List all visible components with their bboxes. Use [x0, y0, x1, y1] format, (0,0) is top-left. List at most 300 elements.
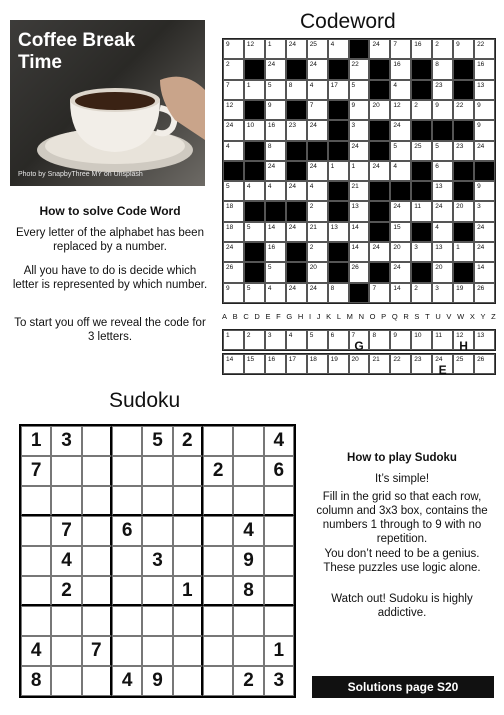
- codeword-cell[interactable]: [369, 283, 390, 303]
- sudoku-cell[interactable]: 8: [21, 666, 51, 696]
- sudoku-cell[interactable]: [82, 606, 112, 636]
- codeword-cell[interactable]: [307, 100, 328, 120]
- codeword-cell[interactable]: [265, 283, 286, 303]
- codeword-cell[interactable]: [265, 100, 286, 120]
- codeword-cell[interactable]: [349, 222, 370, 242]
- codeword-cell-number: 24: [372, 41, 380, 48]
- sudoku-cell[interactable]: [264, 606, 294, 636]
- codeword-black-cell: [369, 181, 390, 201]
- sudoku-cell[interactable]: [82, 666, 112, 696]
- codeword-cell[interactable]: [349, 201, 370, 221]
- codeword-cell[interactable]: [453, 242, 474, 262]
- codeword-key-cell[interactable]: [411, 330, 432, 350]
- sudoku-cell[interactable]: 7: [21, 456, 51, 486]
- sudoku-cell[interactable]: 6: [264, 456, 294, 486]
- codeword-key-cell[interactable]: [349, 330, 370, 353]
- codeword-cell[interactable]: [390, 242, 411, 262]
- codeword-cell-number: 4: [309, 81, 314, 89]
- sudoku-cell[interactable]: 2: [51, 576, 81, 606]
- sudoku-cell[interactable]: [173, 456, 203, 486]
- codeword-cell-number: 13: [435, 244, 443, 252]
- codeword-cell-number: 26: [226, 264, 234, 272]
- codeword-cell[interactable]: [432, 161, 453, 181]
- codeword-cell[interactable]: [390, 201, 411, 221]
- codeword-key-cell[interactable]: [453, 354, 474, 374]
- codeword-cell[interactable]: [411, 141, 432, 161]
- alphabet-letter[interactable]: M: [346, 312, 353, 321]
- codeword-cell-number: 7: [372, 284, 377, 292]
- codeword-cell[interactable]: [349, 262, 370, 282]
- codeword-cell[interactable]: [474, 201, 495, 221]
- sudoku-cell[interactable]: 2: [173, 426, 203, 456]
- sudoku-cell[interactable]: [142, 456, 172, 486]
- sudoku-cell[interactable]: [203, 546, 233, 576]
- codeword-cell[interactable]: [223, 100, 244, 120]
- codeword-cell[interactable]: [223, 39, 244, 59]
- sudoku-cell[interactable]: 4: [264, 426, 294, 456]
- key-letter: G: [354, 339, 364, 353]
- codeword-cell[interactable]: [244, 283, 265, 303]
- sudoku-cell[interactable]: 6: [112, 516, 142, 546]
- codeword-cell[interactable]: [390, 161, 411, 181]
- sudoku-cell[interactable]: [112, 636, 142, 666]
- sudoku-cell[interactable]: 9: [142, 666, 172, 696]
- codeword-key-cell[interactable]: [307, 330, 328, 350]
- alphabet-letter[interactable]: X: [469, 312, 475, 321]
- codeword-cell[interactable]: [307, 120, 328, 140]
- codeword-cell[interactable]: [432, 222, 453, 242]
- sudoku-cell[interactable]: [264, 486, 294, 516]
- codeword-cell-number: 9: [351, 101, 356, 109]
- sudoku-cell[interactable]: [203, 636, 233, 666]
- codeword-key-cell[interactable]: [369, 330, 390, 350]
- codeword-cell[interactable]: [411, 283, 432, 303]
- codeword-cell[interactable]: [474, 141, 495, 161]
- codeword-cell[interactable]: [432, 39, 453, 59]
- codeword-cell[interactable]: [432, 141, 453, 161]
- codeword-cell-number: 24: [309, 284, 317, 292]
- sudoku-howto-p3: You don’t need to be a genius. These puzzles use logic alone.: [323, 548, 481, 574]
- codeword-cell[interactable]: [432, 283, 453, 303]
- sudoku-cell[interactable]: [142, 486, 172, 516]
- alphabet-letter[interactable]: C: [243, 312, 249, 321]
- sudoku-cell[interactable]: 3: [264, 666, 294, 696]
- codeword-cell[interactable]: [265, 120, 286, 140]
- sudoku-cell[interactable]: 5: [142, 426, 172, 456]
- codeword-cell[interactable]: [369, 100, 390, 120]
- sudoku-cell[interactable]: [203, 666, 233, 696]
- codeword-cell[interactable]: [223, 141, 244, 161]
- alphabet-letter[interactable]: B: [232, 312, 238, 321]
- codeword-cell[interactable]: [328, 80, 349, 100]
- sudoku-cell[interactable]: 4: [233, 516, 263, 546]
- codeword-cell[interactable]: [432, 80, 453, 100]
- codeword-cell-number: 24: [309, 61, 317, 69]
- sudoku-cell[interactable]: [173, 546, 203, 576]
- codeword-cell[interactable]: [307, 201, 328, 221]
- codeword-key-cell[interactable]: [474, 330, 495, 350]
- codeword-cell[interactable]: [244, 39, 265, 59]
- codeword-cell[interactable]: [223, 120, 244, 140]
- alphabet-letter[interactable]: S: [414, 312, 420, 321]
- codeword-cell[interactable]: [223, 59, 244, 79]
- codeword-key-cell[interactable]: [328, 330, 349, 350]
- codeword-cell[interactable]: [328, 222, 349, 242]
- sudoku-cell[interactable]: [233, 606, 263, 636]
- sudoku-cell[interactable]: [142, 606, 172, 636]
- codeword-cell-number: 18: [226, 203, 234, 211]
- codeword-cell-number: 5: [351, 81, 356, 89]
- sudoku-cell[interactable]: [82, 516, 112, 546]
- codeword-cell[interactable]: [349, 59, 370, 79]
- alphabet-letter[interactable]: E: [265, 312, 271, 321]
- codeword-cell[interactable]: [286, 283, 307, 303]
- codeword-cell[interactable]: [474, 120, 495, 140]
- codeword-cell[interactable]: [244, 222, 265, 242]
- codeword-cell-number: 5: [435, 142, 439, 150]
- sudoku-cell[interactable]: [233, 486, 263, 516]
- codeword-cell[interactable]: [349, 100, 370, 120]
- codeword-cell[interactable]: [432, 100, 453, 120]
- codeword-cell-number: 24: [477, 223, 485, 231]
- codeword-cell[interactable]: [453, 283, 474, 303]
- sudoku-cell[interactable]: [51, 666, 81, 696]
- alphabet-letter[interactable]: G: [286, 312, 293, 321]
- codeword-key-cell[interactable]: [265, 354, 286, 374]
- codeword-cell[interactable]: [328, 161, 349, 181]
- codeword-cell[interactable]: [265, 141, 286, 161]
- codeword-cell[interactable]: [390, 262, 411, 282]
- codeword-cell[interactable]: [432, 242, 453, 262]
- codeword-cell[interactable]: [265, 39, 286, 59]
- codeword-key-cell[interactable]: [432, 330, 453, 350]
- codeword-cell[interactable]: [474, 100, 495, 120]
- sudoku-cell[interactable]: [203, 486, 233, 516]
- sudoku-cell[interactable]: [112, 546, 142, 576]
- codeword-cell[interactable]: [390, 100, 411, 120]
- codeword-key-cell[interactable]: [474, 354, 495, 374]
- sudoku-cell[interactable]: [82, 456, 112, 486]
- codeword-cell[interactable]: [265, 222, 286, 242]
- codeword-cell[interactable]: [474, 80, 495, 100]
- codeword-cell[interactable]: [474, 222, 495, 242]
- alphabet-letter[interactable]: R: [403, 312, 409, 321]
- sudoku-cell[interactable]: 8: [233, 576, 263, 606]
- sudoku-cell[interactable]: 4: [51, 546, 81, 576]
- codeword-cell[interactable]: [390, 120, 411, 140]
- codeword-cell[interactable]: [474, 242, 495, 262]
- codeword-cell[interactable]: [453, 39, 474, 59]
- codeword-cell[interactable]: [265, 59, 286, 79]
- codeword-key-cell[interactable]: [244, 330, 265, 350]
- codeword-cell[interactable]: [307, 161, 328, 181]
- codeword-key-cell[interactable]: [432, 354, 453, 377]
- codeword-cell[interactable]: [453, 201, 474, 221]
- sudoku-cell[interactable]: [112, 426, 142, 456]
- codeword-cell[interactable]: [286, 181, 307, 201]
- alphabet-letter[interactable]: I: [309, 312, 312, 321]
- codeword-cell-number: 24: [351, 142, 359, 150]
- codeword-cell[interactable]: [223, 80, 244, 100]
- key-number: 16: [267, 356, 276, 363]
- codeword-cell-number: 24: [288, 41, 296, 48]
- codeword-cell[interactable]: [223, 262, 244, 282]
- codeword-cell-number: 5: [267, 81, 272, 89]
- sudoku-cell[interactable]: 7: [51, 516, 81, 546]
- sudoku-cell[interactable]: [21, 606, 51, 636]
- codeword-cell[interactable]: [432, 262, 453, 282]
- sudoku-cell[interactable]: [21, 546, 51, 576]
- alphabet-letter[interactable]: W: [457, 312, 465, 321]
- codeword-black-cell: [349, 283, 370, 303]
- codeword-key-cell[interactable]: [390, 330, 411, 350]
- sudoku-cell[interactable]: [264, 516, 294, 546]
- codeword-cell[interactable]: [411, 39, 432, 59]
- codeword-key-cell[interactable]: [453, 330, 474, 353]
- codeword-black-cell: [286, 201, 307, 221]
- codeword-cell[interactable]: [265, 242, 286, 262]
- codeword-cell[interactable]: [307, 262, 328, 282]
- codeword-cell[interactable]: [244, 120, 265, 140]
- sudoku-cell[interactable]: [112, 456, 142, 486]
- codeword-cell[interactable]: [390, 59, 411, 79]
- sudoku-cell[interactable]: [112, 606, 142, 636]
- codeword-cell[interactable]: [307, 222, 328, 242]
- codeword-cell[interactable]: [223, 242, 244, 262]
- codeword-cell[interactable]: [390, 141, 411, 161]
- sudoku-howto-heading: How to play Sudoku: [347, 452, 457, 464]
- sudoku-cell[interactable]: 4: [21, 636, 51, 666]
- codeword-cell[interactable]: [390, 222, 411, 242]
- codeword-cell[interactable]: [223, 181, 244, 201]
- codeword-key-cell[interactable]: [223, 354, 244, 374]
- codeword-key-cell[interactable]: [223, 330, 244, 350]
- sudoku-cell[interactable]: [82, 576, 112, 606]
- alphabet-letter[interactable]: J: [316, 312, 321, 321]
- sudoku-cell[interactable]: 1: [264, 636, 294, 666]
- codeword-cell[interactable]: [349, 181, 370, 201]
- codeword-cell[interactable]: [390, 39, 411, 59]
- alphabet-letter[interactable]: P: [381, 312, 387, 321]
- sudoku-cell[interactable]: 4: [112, 666, 142, 696]
- sudoku-cell[interactable]: [51, 636, 81, 666]
- sudoku-cell[interactable]: [51, 606, 81, 636]
- codeword-cell-number: 12: [226, 101, 234, 109]
- sudoku-cell[interactable]: [51, 456, 81, 486]
- codeword-cell[interactable]: [474, 262, 495, 282]
- alphabet-letter[interactable]: A: [222, 312, 228, 321]
- alphabet-letter[interactable]: Z: [491, 312, 496, 321]
- codeword-cell[interactable]: [328, 39, 349, 59]
- key-number: 10: [414, 332, 422, 339]
- alphabet-letter[interactable]: F: [276, 312, 281, 321]
- sudoku-cell[interactable]: 1: [21, 426, 51, 456]
- sudoku-cell[interactable]: 7: [82, 636, 112, 666]
- codeword-cell-number: 24: [477, 142, 485, 150]
- alphabet-letter[interactable]: O: [369, 312, 376, 321]
- sudoku-cell[interactable]: [82, 486, 112, 516]
- codeword-cell[interactable]: [307, 59, 328, 79]
- codeword-cell[interactable]: [453, 141, 474, 161]
- codeword-cell[interactable]: [474, 59, 495, 79]
- codeword-key-cell[interactable]: [244, 354, 265, 374]
- sudoku-cell[interactable]: [112, 576, 142, 606]
- codeword-grid[interactable]: [222, 38, 496, 304]
- codeword-cell[interactable]: [307, 242, 328, 262]
- codeword-cell[interactable]: [223, 201, 244, 221]
- coffee-photo: [10, 20, 205, 186]
- alphabet-letter[interactable]: Q: [391, 312, 398, 321]
- codeword-cell[interactable]: [265, 262, 286, 282]
- sudoku-cell[interactable]: [173, 636, 203, 666]
- sudoku-cell[interactable]: [51, 486, 81, 516]
- codeword-cell[interactable]: [307, 181, 328, 201]
- sudoku-cell[interactable]: 1: [173, 576, 203, 606]
- codeword-howto-heading: How to solve Code Word: [39, 204, 181, 218]
- codeword-black-cell: [411, 80, 432, 100]
- codeword-key-cell[interactable]: [390, 354, 411, 374]
- codeword-cell[interactable]: [265, 80, 286, 100]
- codeword-cell[interactable]: [265, 161, 286, 181]
- codeword-cell[interactable]: [369, 242, 390, 262]
- codeword-cell[interactable]: [432, 201, 453, 221]
- codeword-cell[interactable]: [328, 283, 349, 303]
- codeword-key-cell[interactable]: [411, 354, 432, 374]
- alphabet-letter[interactable]: L: [336, 312, 341, 321]
- sudoku-cell[interactable]: 9: [233, 546, 263, 576]
- alphabet-letter[interactable]: D: [254, 312, 260, 321]
- codeword-cell-number: 5: [246, 284, 251, 292]
- codeword-cell[interactable]: [223, 222, 244, 242]
- key-number: 23: [414, 356, 422, 363]
- sudoku-cell[interactable]: 3: [142, 546, 172, 576]
- codeword-cell[interactable]: [474, 181, 495, 201]
- codeword-cell-number: 3: [414, 244, 418, 252]
- key-letter: E: [438, 363, 447, 377]
- codeword-cell[interactable]: [432, 181, 453, 201]
- alphabet-letter[interactable]: K: [326, 312, 332, 321]
- alphabet-letter[interactable]: N: [358, 312, 364, 321]
- codeword-black-cell: [411, 181, 432, 201]
- codeword-key-row-2[interactable]: [222, 353, 496, 375]
- codeword-cell[interactable]: [286, 120, 307, 140]
- sudoku-cell[interactable]: [21, 576, 51, 606]
- codeword-key-cell[interactable]: [265, 330, 286, 350]
- codeword-key-cell[interactable]: [286, 354, 307, 374]
- codeword-cell[interactable]: [390, 283, 411, 303]
- codeword-cell-number: 24: [226, 244, 234, 252]
- sudoku-cell[interactable]: [233, 456, 263, 486]
- codeword-key-cell[interactable]: [286, 330, 307, 350]
- sudoku-cell[interactable]: [233, 636, 263, 666]
- codeword-cell-number: 24: [372, 162, 380, 170]
- codeword-cell-number: 9: [477, 122, 481, 130]
- sudoku-grid[interactable]: [19, 424, 296, 698]
- codeword-key-cell[interactable]: [307, 354, 328, 374]
- codeword-cell[interactable]: [307, 39, 328, 59]
- sudoku-cell[interactable]: [203, 426, 233, 456]
- codeword-cell[interactable]: [307, 80, 328, 100]
- codeword-cell[interactable]: [432, 59, 453, 79]
- sudoku-cell[interactable]: [112, 486, 142, 516]
- sudoku-cell[interactable]: 3: [51, 426, 81, 456]
- sudoku-cell[interactable]: [173, 516, 203, 546]
- sudoku-cell[interactable]: 2: [233, 666, 263, 696]
- sudoku-cell[interactable]: [173, 486, 203, 516]
- sudoku-cell[interactable]: [203, 516, 233, 546]
- codeword-key-row-1[interactable]: [222, 329, 496, 351]
- alphabet-letter[interactable]: V: [446, 312, 452, 321]
- sudoku-cell[interactable]: [173, 666, 203, 696]
- codeword-cell-number: 13: [477, 81, 485, 89]
- codeword-cell[interactable]: [390, 80, 411, 100]
- codeword-cell[interactable]: [349, 242, 370, 262]
- codeword-cell[interactable]: [349, 141, 370, 161]
- codeword-cell[interactable]: [411, 201, 432, 221]
- alphabet-letter[interactable]: Y: [480, 312, 486, 321]
- sudoku-cell[interactable]: [82, 546, 112, 576]
- codeword-cell-number: 21: [309, 223, 317, 231]
- codeword-cell[interactable]: [453, 100, 474, 120]
- codeword-cell[interactable]: [286, 80, 307, 100]
- sudoku-cell[interactable]: [233, 426, 263, 456]
- sudoku-cell[interactable]: [142, 576, 172, 606]
- sudoku-cell[interactable]: [82, 426, 112, 456]
- codeword-cell-number: 20: [372, 101, 380, 109]
- codeword-cell[interactable]: [244, 181, 265, 201]
- codeword-black-cell: [286, 262, 307, 282]
- codeword-cell[interactable]: [307, 283, 328, 303]
- alphabet-letter[interactable]: H: [297, 312, 304, 321]
- sudoku-cell[interactable]: [21, 486, 51, 516]
- codeword-cell[interactable]: [474, 39, 495, 59]
- codeword-cell[interactable]: [349, 120, 370, 140]
- codeword-cell[interactable]: [369, 161, 390, 181]
- sudoku-cell[interactable]: [142, 516, 172, 546]
- codeword-cell[interactable]: [349, 80, 370, 100]
- codeword-cell[interactable]: [474, 283, 495, 303]
- sudoku-cell[interactable]: [264, 576, 294, 606]
- codeword-cell[interactable]: [411, 242, 432, 262]
- codeword-cell[interactable]: [349, 161, 370, 181]
- codeword-cell[interactable]: [369, 39, 390, 59]
- codeword-cell-number: 4: [330, 41, 335, 48]
- codeword-cell-number: 20: [309, 264, 317, 272]
- codeword-cell[interactable]: [244, 80, 265, 100]
- alphabet-letter[interactable]: T: [425, 312, 430, 321]
- key-number: 3: [267, 332, 272, 339]
- alphabet-letter[interactable]: U: [435, 312, 441, 321]
- codeword-cell[interactable]: [286, 222, 307, 242]
- sudoku-cell[interactable]: [203, 576, 233, 606]
- sudoku-cell[interactable]: 2: [203, 456, 233, 486]
- sudoku-cell[interactable]: [21, 516, 51, 546]
- codeword-key-cell[interactable]: [328, 354, 349, 374]
- sudoku-cell[interactable]: [142, 636, 172, 666]
- codeword-cell-number: 4: [267, 284, 272, 292]
- codeword-key-cell[interactable]: [369, 354, 390, 374]
- codeword-cell[interactable]: [411, 100, 432, 120]
- codeword-key-cell[interactable]: [349, 354, 370, 374]
- codeword-cell-number: 9: [456, 41, 460, 48]
- sudoku-cell[interactable]: [173, 606, 203, 636]
- codeword-black-cell: [453, 262, 474, 282]
- codeword-cell[interactable]: [265, 181, 286, 201]
- codeword-cell[interactable]: [223, 283, 244, 303]
- codeword-cell[interactable]: [286, 39, 307, 59]
- sudoku-cell[interactable]: [203, 606, 233, 636]
- sudoku-cell[interactable]: [264, 546, 294, 576]
